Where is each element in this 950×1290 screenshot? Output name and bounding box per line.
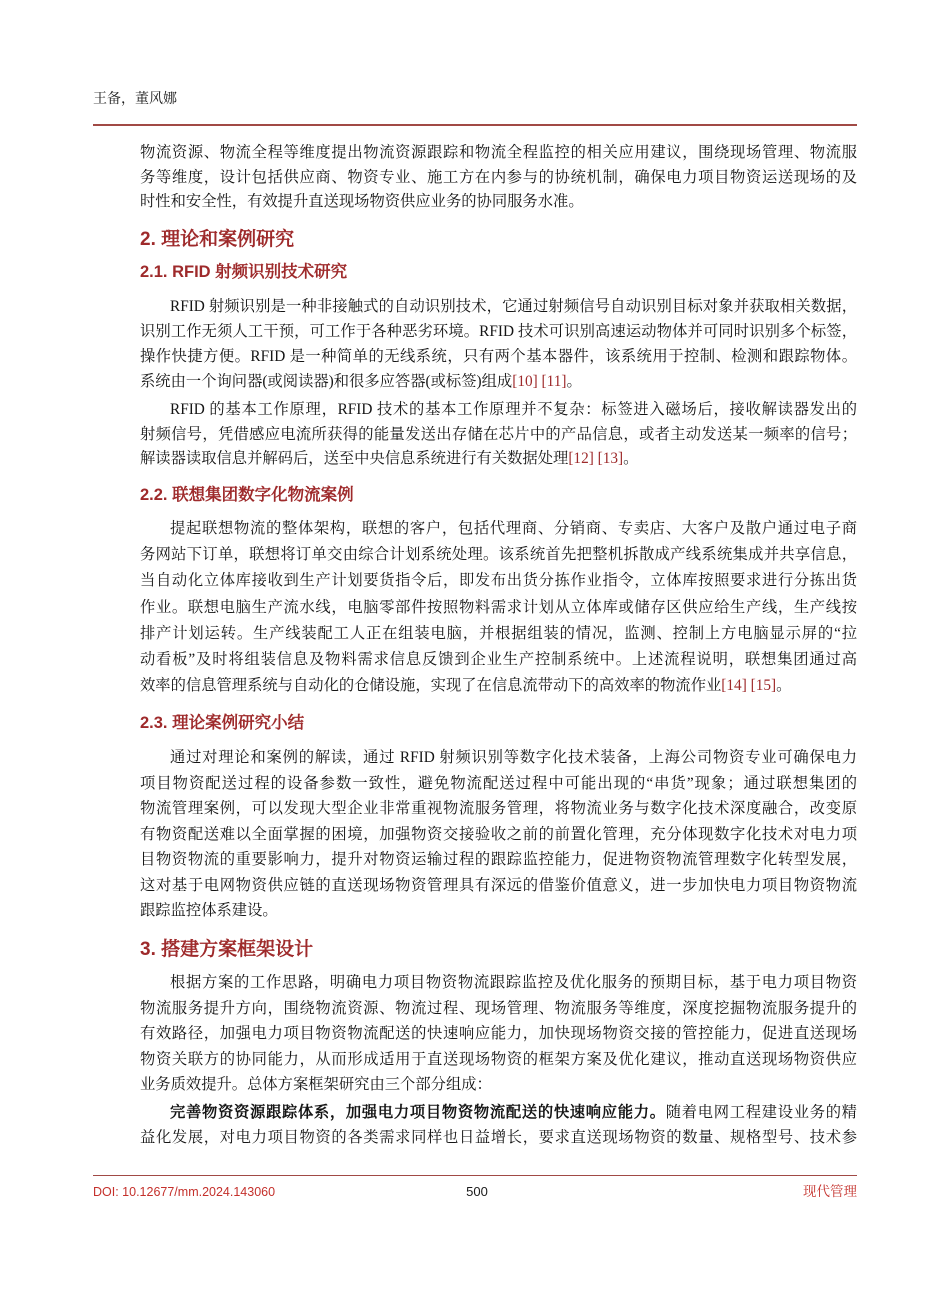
paragraph-line: 跟踪监控体系建设。 [140,902,278,919]
paragraph-line: 动看板”及时将组装信息及物料需求信息反馈到企业生产控制系统中。上述流程说明，联想集团通过高 [140,651,857,669]
paragraph-line [140,447,857,472]
paragraph-line: 通过对理论和案例的解读，通过 RFID 射频识别等数字化技术装备，上海公司物资专业可确保电力 [170,749,857,766]
paragraph-line: 识别工作无须人工干预，可工作于各种恶劣环境。RFID 技术可识别高速运动物体并可同时识别多个标签， [140,323,857,340]
paragraph-line: 根据方案的工作思路，明确电力项目物资物流跟踪监控及优化服务的预期目标，基于电力项目物资 [170,974,857,991]
line-tail: 。 [566,373,582,390]
paragraph-framework [140,970,857,1098]
footer-journal-name[interactable]: 现代管理 [803,1184,857,1199]
running-header-authors: 王备，董风娜 [93,92,177,107]
line-tail: 。 [623,450,639,468]
footer-doi-link[interactable]: DOI: 10.12677/mm.2024.143060 [93,1185,276,1199]
page-number: 500 [466,1184,488,1199]
paragraph-rfid-principle [140,398,857,472]
line-text: 效率的信息管理系统与自动化的仓储设施，实现了在信息流带动下的高效率的物流作业 [140,677,722,695]
line-tail: 。 [776,677,792,695]
paragraph-line: 有效路径，加强电力项目物资物流配送的快速响应能力，加快现场物资交接的管控能力，促进直送现场 [140,1025,857,1042]
paragraph-line: 射频信号，凭借感应电流所获得的能量发送出存储在芯片中的产品信息，或者主动发送某一频率的信号； [140,425,857,443]
line-text: 解读器读取信息并解码后，送至中央信息系统进行有关数据处理 [140,450,569,468]
paragraph-line: 有物资配送难以全面掌握的困境，加强物资交接验收之前的前置化管理，充分体现数字化技术对电力项 [140,825,857,843]
line-text: 随着电网工程建设业务的精 [665,1104,857,1121]
paragraph-line: 当自动化立体库接收到生产计划要货指令后，即发布出货分拣作业指令，立体库按照要求进行分拣出货 [140,572,857,590]
subsection-heading-2-1: 2.1. RFID 射频识别技术研究 [140,263,348,281]
paragraph-line: RFID 射频识别是一种非接触式的自动识别技术，它通过射频信号自动识别目标对象并获取相关数据， [170,298,857,315]
line-text: 系统由一个询问器(或阅读器)和很多应答器(或标签)组成 [140,373,513,390]
paragraph-line: 操作快捷方便。RFID 是一种简单的无线系统，只有两个基本器件，该系统用于控制、检测和跟踪物体。 [140,348,857,365]
paragraph-resource-tracking [140,1100,857,1150]
paragraph-line: 务等维度，设计包括供应商、物资专业、施工方在内参与的协统机制，确保电力项目物资运送现场的及 [140,168,857,186]
paragraph-summary [140,745,857,924]
citation-link[interactable]: [12] [13] [568,450,624,468]
paragraph-line [140,1100,857,1125]
citation-link[interactable]: [14] [15] [721,677,777,695]
paragraph-line: 提起联想物流的整体架构，联想的客户，包括代理商、分销商、专卖店、大客户及散户通过电子商 [170,520,857,537]
paragraph-line: 物资关联方的协同能力，从而形成适用于直送现场物资的框架方案及优化建议，推动直送现场物资供应 [140,1050,857,1068]
subsection-heading-2-3: 2.3. 理论案例研究小结 [140,714,305,732]
paragraph-line [140,369,857,394]
paragraph-line: 作业。联想电脑生产流水线，电脑零部件按照物料需求计划从立体库或储存区供应给生产线，生产线按 [140,598,857,616]
paragraph-line: 排产计划运转。生产线装配工人正在组装电脑，并根据组装的情况，监测、控制上方电脑显示屏的“拉 [140,624,857,642]
header-rule [93,124,857,126]
paragraph-line [140,673,857,699]
section-heading-3: 3. 搭建方案框架设计 [140,939,314,960]
paragraph-line: 物流服务提升方向，围绕物流资源、物流过程、现场管理、物流服务等维度，深度挖掘物流服务提升的 [140,999,857,1017]
paragraph-line: RFID 的基本工作原理，RFID 技术的基本工作原理并不复杂：标签进入磁场后，接收解读器发出的 [170,401,857,418]
paragraph-intro [140,141,857,215]
paragraph-line: 时性和安全性，有效提升直送现场物资供应业务的协同服务水准。 [140,193,584,211]
subsection-heading-2-2: 2.2. 联想集团数字化物流案例 [140,486,354,504]
footer-rule [93,1175,857,1176]
paragraph-rfid-definition [140,294,857,394]
bold-lead-sentence: 完善物资资源跟踪体系，加强电力项目物资物流配送的快速响应能力。 [170,1104,666,1121]
paragraph-lenovo-case [140,516,857,699]
paragraph-line: 项目物资配送过程的设备参数一致性，避免物流配送过程中可能出现的“串货”现象；通过联想集团的 [140,774,857,792]
citation-link[interactable]: [10] [11] [512,373,567,390]
paragraph-line: 物流管理案例，可以发现大型企业非常重视物流服务管理，将物流业务与数字化技术深度融合，改变原 [140,800,857,817]
paragraph-line: 目物资物流的重要影响力，提升对物资运输过程的跟踪监控能力，促进物资物流管理数字化转型发展， [140,851,857,868]
paragraph-line: 益化发展，对电力项目物资的各类需求同样也日益增长，要求直送现场物资的数量、规格型号、技术参 [140,1129,857,1146]
paragraph-line: 物流资源、物流全程等维度提出物流资源跟踪和物流全程监控的相关应用建议，围绕现场管理、物流服 [140,144,857,161]
section-heading-2: 2. 理论和案例研究 [140,229,295,250]
paragraph-line: 务网站下订单，联想将订单交由综合计划系统处理。该系统首先把整机拆散成产线系统集成并共享信息， [140,546,857,564]
paragraph-line: 这对基于电网物资供应链的直送现场物资管理具有深远的借鉴价值意义，进一步加快电力项目物资物流 [140,876,857,894]
paragraph-line: 业务质效提升。总体方案框架研究由三个部分组成： [140,1076,492,1093]
